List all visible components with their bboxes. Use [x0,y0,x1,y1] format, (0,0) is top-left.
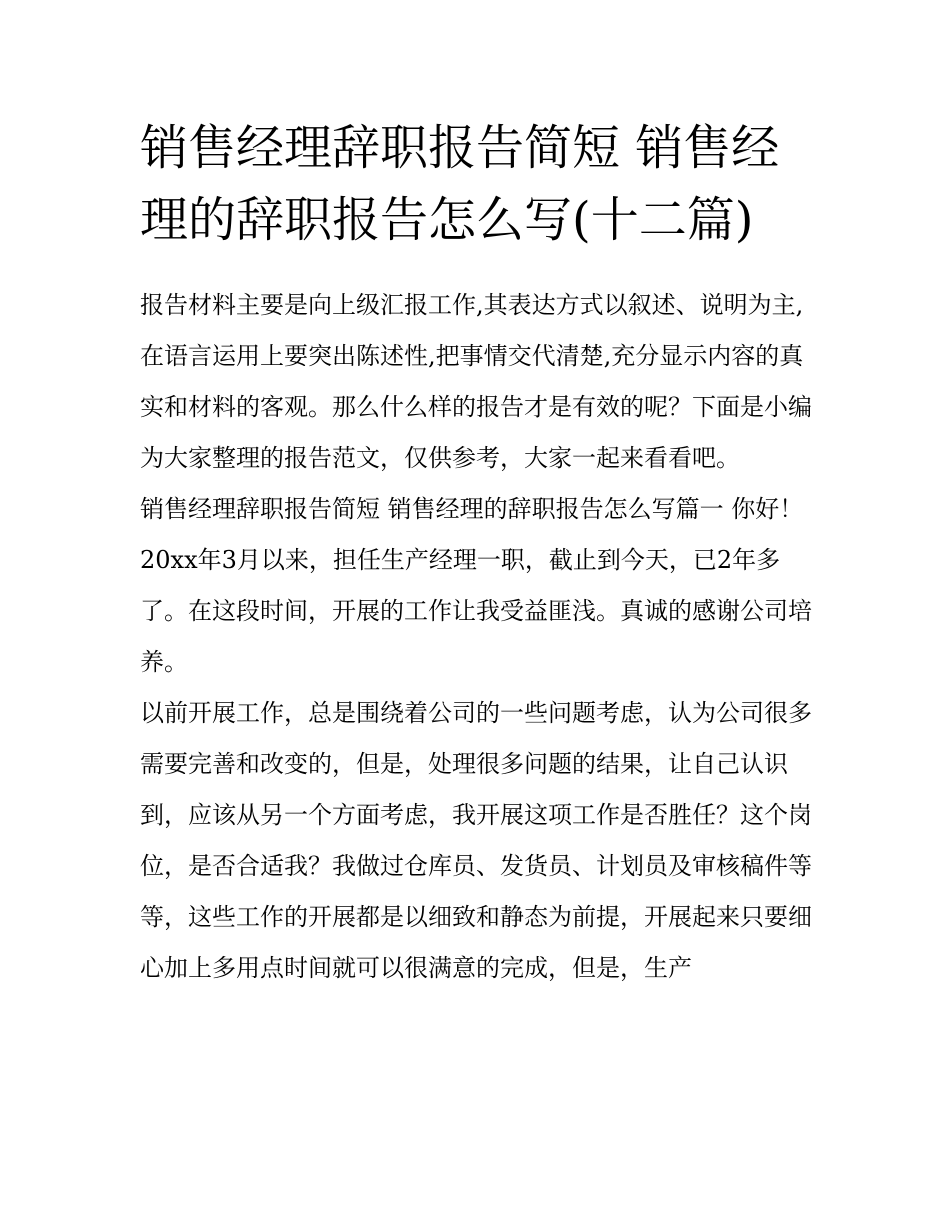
document-title: 销售经理辞职报告简短 销售经理的辞职报告怎么写(十二篇) [140,120,780,248]
paragraph-tenure: 20xx年3月以来，担任生产经理一职，截止到今天，已2年多了。在这段时间，开展的工作让我受益匪浅。真诚的感谢公司培养。 [140,546,812,676]
paragraph-section-heading: 销售经理辞职报告简短 销售经理的辞职报告怎么写篇一 你好！ [140,495,804,523]
document-body [140,280,820,994]
paragraph-intro: 报告材料主要是向上级汇报工作,其表达方式以叙述、说明为主,在语言运用上要突出陈述性,把事情交代清楚,充分显示内容的真实和材料的客观。那么什么样的报告才是有效的呢？下面是小编为大家整理的报告范文，仅供参考，大家一起来看看吧。 [140,291,812,472]
paragraph-reflection: 以前开展工作，总是围绕着公司的一些问题考虑，认为公司很多需要完善和改变的，但是，处理很多问题的结果，让自己认识到，应该从另一个方面考虑，我开展这项工作是否胜任？这个岗位，是否合适我？我做过仓库员、发货员、计划员及审核稿件等等，这些工作的开展都是以细致和静态为前提，开展起来只要细心加上多用点时间就可以很满意的完成，但是，生产 [140,699,812,982]
